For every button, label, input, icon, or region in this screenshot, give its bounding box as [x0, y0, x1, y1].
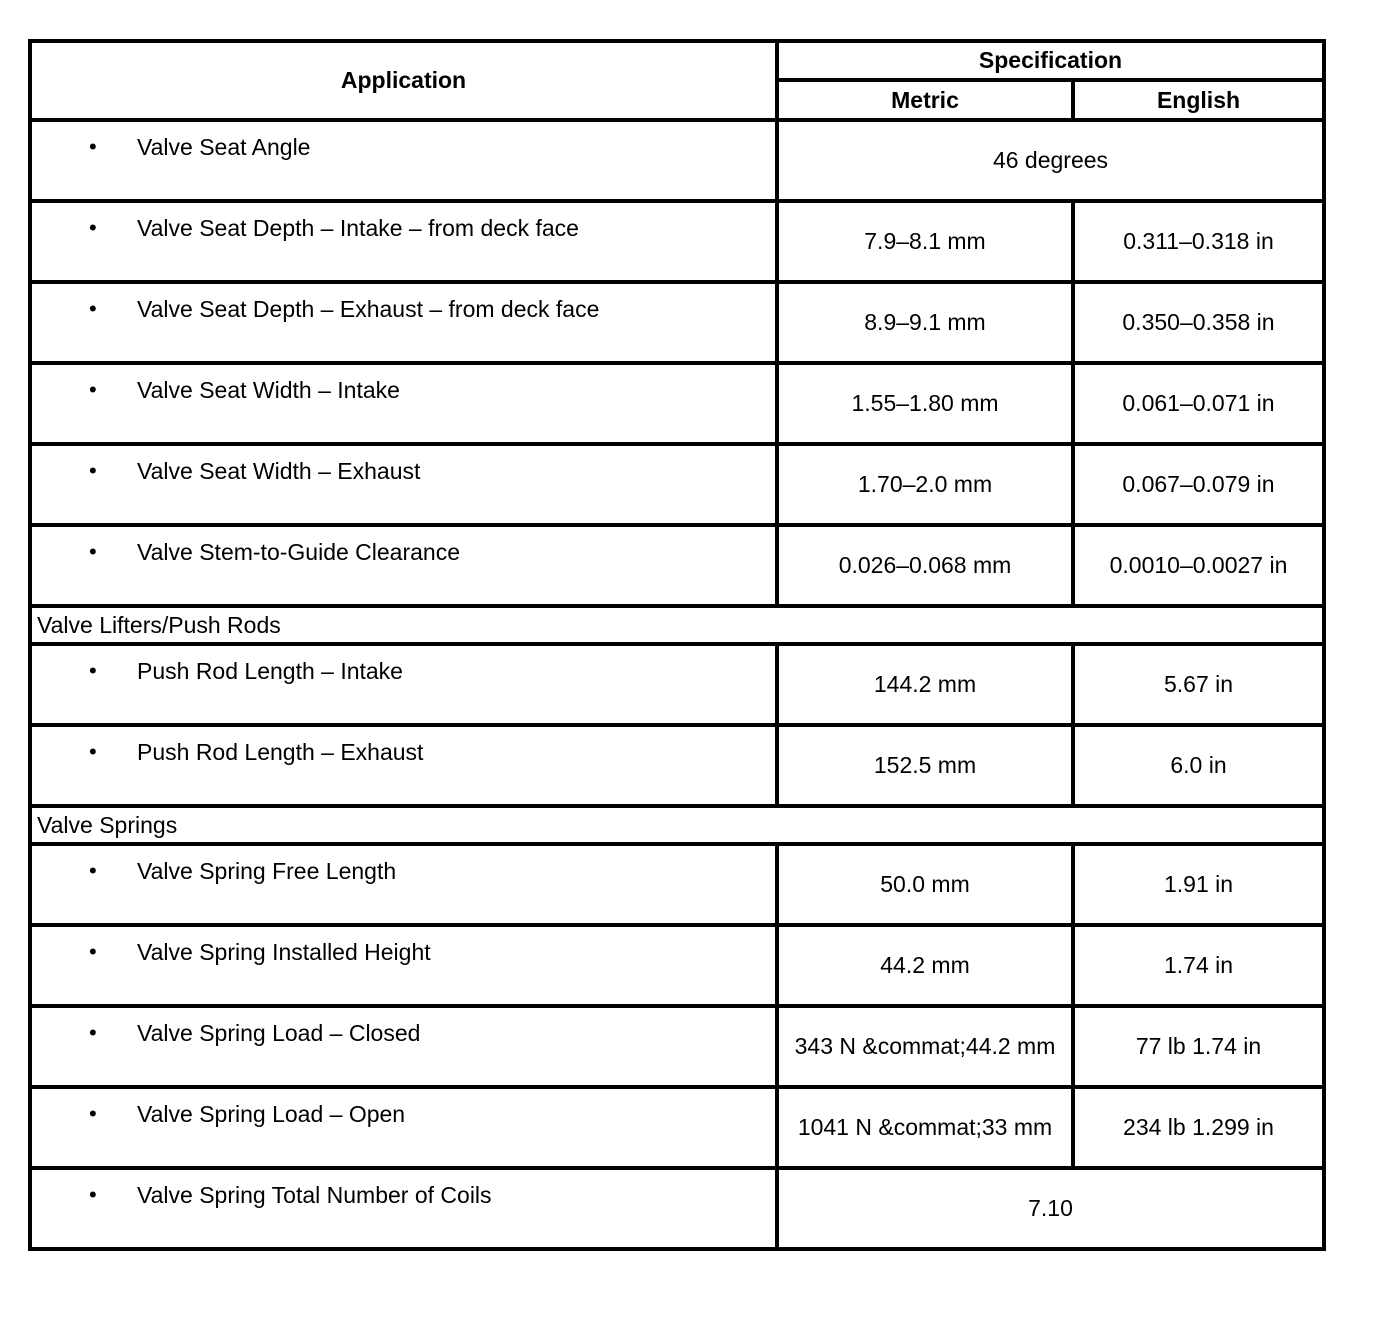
header-metric: Metric — [777, 80, 1073, 120]
application-cell — [30, 201, 777, 282]
bullet-icon: • — [89, 296, 97, 321]
bullet-icon: • — [89, 658, 97, 683]
section-title-lifters: Valve Lifters/Push Rods — [30, 606, 1324, 644]
metric-value: 44.2 mm — [777, 925, 1073, 1006]
bullet-icon: • — [89, 739, 97, 764]
table-row — [30, 201, 1324, 282]
english-value: 234 lb 1.299 in — [1073, 1087, 1324, 1168]
table-row — [30, 1006, 1324, 1087]
bullet-icon: • — [89, 539, 97, 564]
row-label: Valve Spring Load – Open — [137, 1101, 406, 1127]
metric-value: 152.5 mm — [777, 725, 1073, 806]
table-row — [30, 844, 1324, 925]
table-row — [30, 444, 1324, 525]
metric-value: 1.55–1.80 mm — [777, 363, 1073, 444]
application-cell — [30, 444, 777, 525]
application-cell — [30, 1087, 777, 1168]
combined-value: 7.10 — [777, 1168, 1324, 1249]
application-cell — [30, 925, 777, 1006]
bullet-icon: • — [89, 1101, 97, 1126]
english-value: 1.91 in — [1073, 844, 1324, 925]
english-value: 0.067–0.079 in — [1073, 444, 1324, 525]
table-row — [30, 363, 1324, 444]
row-label: Valve Seat Width – Intake — [137, 377, 400, 403]
english-value: 0.311–0.318 in — [1073, 201, 1324, 282]
row-label: Valve Stem-to-Guide Clearance — [137, 539, 460, 565]
row-label: Valve Seat Angle — [137, 134, 311, 160]
metric-value: 144.2 mm — [777, 644, 1073, 725]
table-row — [30, 282, 1324, 363]
bullet-icon: • — [89, 377, 97, 402]
application-cell — [30, 120, 777, 201]
row-label: Valve Spring Total Number of Coils — [137, 1182, 492, 1208]
metric-value: 343 N &commat;44.2 mm — [777, 1006, 1073, 1087]
section-row — [30, 606, 1324, 644]
bullet-icon: • — [89, 215, 97, 240]
english-value: 77 lb 1.74 in — [1073, 1006, 1324, 1087]
row-label: Valve Spring Load – Closed — [137, 1020, 421, 1046]
header-specification: Specification — [777, 41, 1324, 80]
table-row — [30, 925, 1324, 1006]
valve-spec-table — [28, 39, 1326, 1251]
metric-value: 1.70–2.0 mm — [777, 444, 1073, 525]
metric-value: 50.0 mm — [777, 844, 1073, 925]
header-english: English — [1073, 80, 1324, 120]
row-label: Valve Seat Width – Exhaust — [137, 458, 421, 484]
bullet-icon: • — [89, 1182, 97, 1207]
row-label: Push Rod Length – Exhaust — [137, 739, 424, 765]
bullet-icon: • — [89, 858, 97, 883]
table-row — [30, 1087, 1324, 1168]
bullet-icon: • — [89, 458, 97, 483]
bullet-icon: • — [89, 1020, 97, 1045]
table-row — [30, 1168, 1324, 1249]
english-value: 5.67 in — [1073, 644, 1324, 725]
row-label: Push Rod Length – Intake — [137, 658, 403, 684]
row-label: Valve Spring Free Length — [137, 858, 397, 884]
english-value: 1.74 in — [1073, 925, 1324, 1006]
metric-value: 7.9–8.1 mm — [777, 201, 1073, 282]
header-application: Application — [30, 41, 777, 120]
application-cell — [30, 1168, 777, 1249]
row-label: Valve Spring Installed Height — [137, 939, 431, 965]
table-row — [30, 725, 1324, 806]
application-cell — [30, 725, 777, 806]
section-row — [30, 806, 1324, 844]
application-cell — [30, 1006, 777, 1087]
english-value: 0.350–0.358 in — [1073, 282, 1324, 363]
section-title-springs: Valve Springs — [30, 806, 1324, 844]
english-value: 0.061–0.071 in — [1073, 363, 1324, 444]
table-row — [30, 644, 1324, 725]
english-value: 0.0010–0.0027 in — [1073, 525, 1324, 606]
metric-value: 8.9–9.1 mm — [777, 282, 1073, 363]
application-cell — [30, 525, 777, 606]
application-cell — [30, 282, 777, 363]
table-row — [30, 525, 1324, 606]
bullet-icon: • — [89, 939, 97, 964]
application-cell — [30, 644, 777, 725]
metric-value: 0.026–0.068 mm — [777, 525, 1073, 606]
table-row — [30, 120, 1324, 201]
application-cell — [30, 844, 777, 925]
english-value: 6.0 in — [1073, 725, 1324, 806]
row-label: Valve Seat Depth – Intake – from deck face — [137, 215, 579, 241]
row-label: Valve Seat Depth – Exhaust – from deck face — [137, 296, 600, 322]
combined-value: 46 degrees — [777, 120, 1324, 201]
metric-value: 1041 N &commat;33 mm — [777, 1087, 1073, 1168]
bullet-icon: • — [89, 134, 97, 159]
application-cell — [30, 363, 777, 444]
